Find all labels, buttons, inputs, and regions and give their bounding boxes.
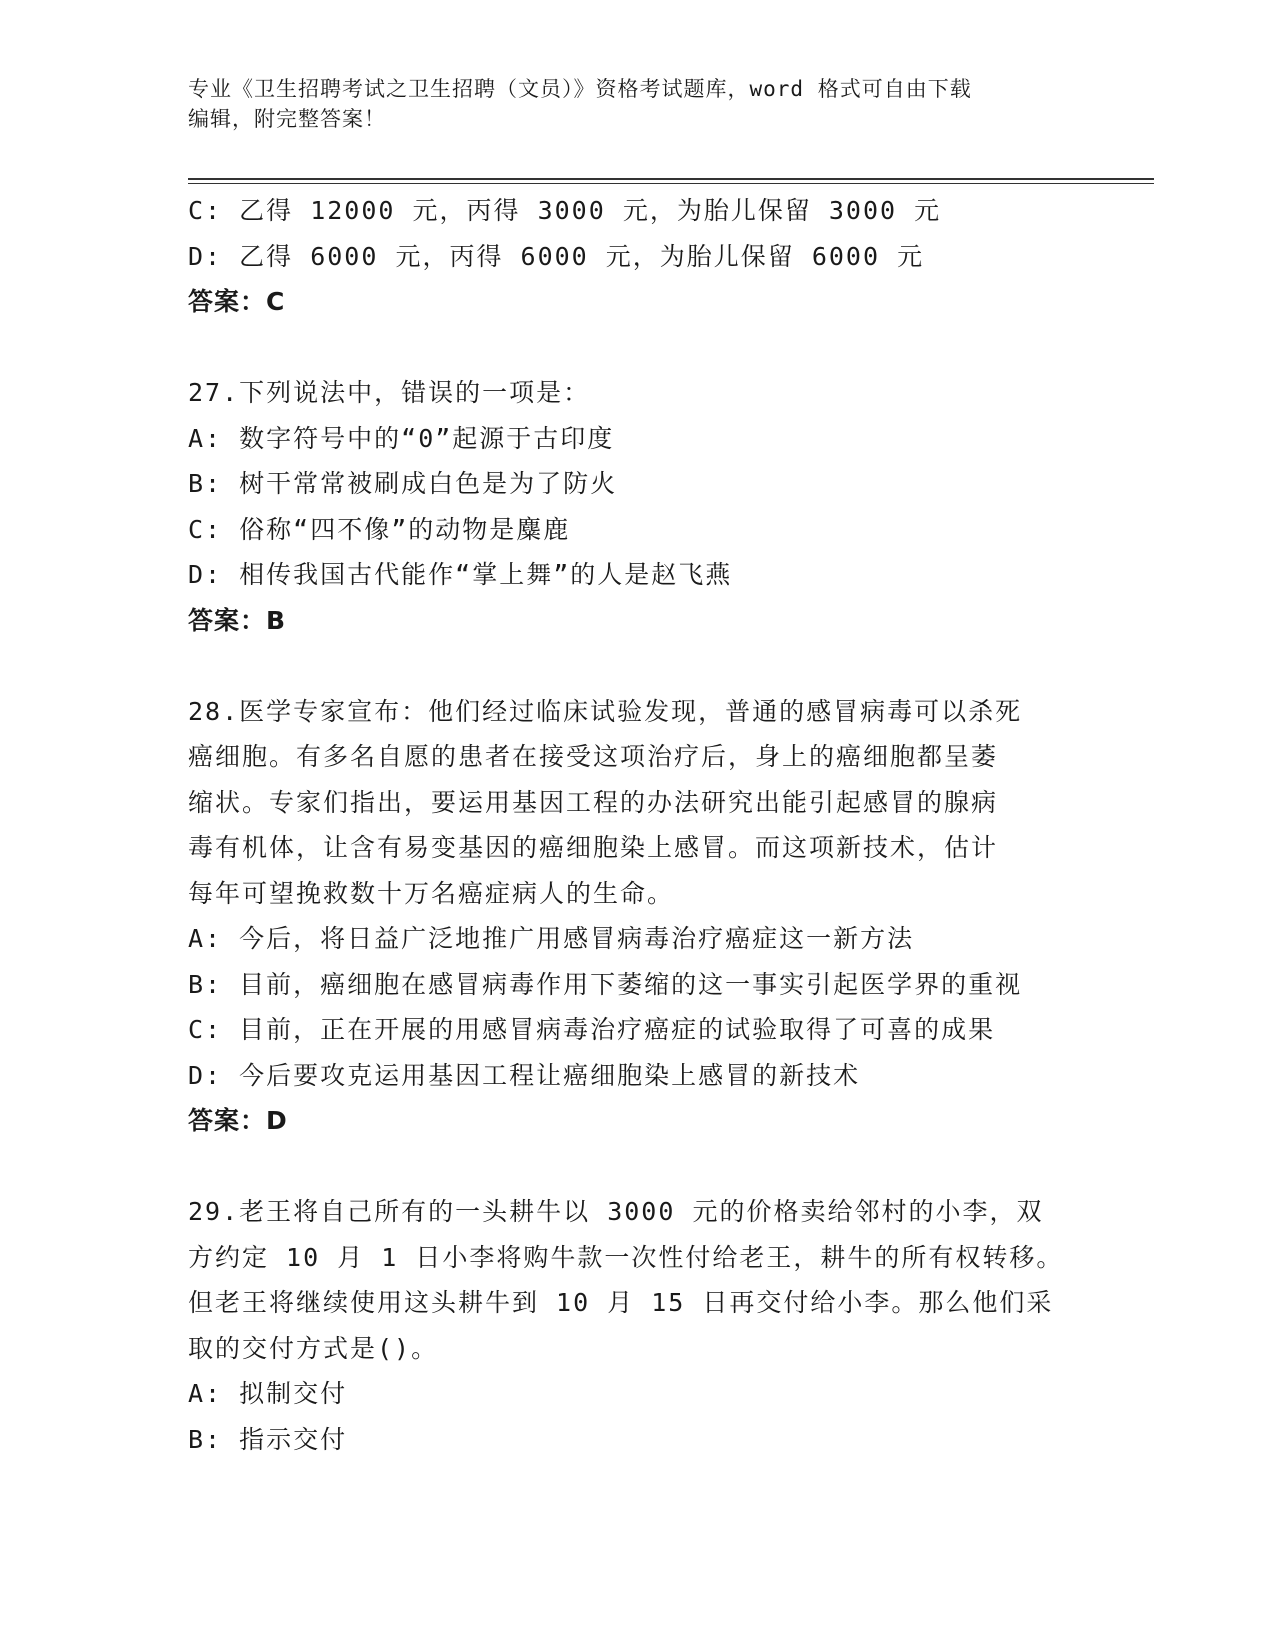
question-stem-line: 方约定 10 月 1 日小李将购牛款一次性付给老王，耕牛的所有权转移。: [188, 1242, 1064, 1272]
question-stem-line: 28.医学专家宣布：他们经过临床试验发现，普通的感冒病毒可以杀死: [188, 696, 1023, 726]
option-d: D: 乙得 6000 元，丙得 6000 元，为胎儿保留 6000 元: [188, 241, 925, 271]
header-divider-thin: [188, 183, 1154, 184]
header-line-2: 编辑，附完整答案！: [188, 107, 386, 131]
question-stem-line: 但老王将继续使用这头耕牛到 10 月 15 日再交付给小李。那么他们采: [188, 1288, 1054, 1317]
option-c: C: 目前，正在开展的用感冒病毒治疗癌症的试验取得了可喜的成果: [188, 1015, 996, 1044]
option-a: A: 拟制交付: [188, 1379, 348, 1408]
document-header: [188, 74, 1088, 134]
option-a: A: 今后，将日益广泛地推广用感冒病毒治疗癌症这一新方法: [188, 924, 915, 953]
answer: 答案：D: [188, 1106, 288, 1135]
question-stem-line: 取的交付方式是()。: [188, 1333, 439, 1363]
question-27: [188, 370, 1088, 643]
option-d: D: 今后要攻克运用基因工程让癌细胞染上感冒的新技术: [188, 1060, 861, 1090]
option-b: B: 目前，癌细胞在感冒病毒作用下萎缩的这一事实引起医学界的重视: [188, 969, 1023, 999]
question-28: [188, 689, 1088, 1144]
header-divider-thick: [188, 178, 1154, 180]
option-d: D: 相传我国古代能作“掌上舞”的人是赵飞燕: [188, 560, 733, 589]
header-line-1: 专业《卫生招聘考试之卫生招聘（文员）》资格考试题库，word 格式可自由下载: [188, 77, 972, 101]
question-stem-line: 缩状。专家们指出，要运用基因工程的办法研究出能引起感冒的腺病: [188, 787, 999, 817]
spacer: [188, 1144, 1088, 1190]
option-b: B: 树干常常被刷成白色是为了防火: [188, 469, 618, 498]
question-stem-line: 29.老王将自己所有的一头耕牛以 3000 元的价格卖给邻村的小李，双: [188, 1197, 1044, 1226]
question-stem-line: 每年可望挽救数十万名癌症病人的生命。: [188, 878, 675, 908]
question-stem-line: 毒有机体，让含有易变基因的癌细胞染上感冒。而这项新技术，估计: [188, 833, 999, 862]
question-content: [188, 188, 1088, 1462]
option-c: C: 乙得 12000 元，丙得 3000 元，为胎儿保留 3000 元: [188, 196, 942, 225]
option-c: C: 俗称“四不像”的动物是麋鹿: [188, 514, 571, 544]
question-29: [188, 1189, 1088, 1462]
spacer: [188, 325, 1088, 371]
answer: 答案：B: [188, 605, 287, 635]
question-stem: 27.下列说法中，错误的一项是：: [188, 378, 591, 407]
option-a: A: 数字符号中的“0”起源于古印度: [188, 423, 615, 453]
spacer: [188, 643, 1088, 689]
answer: 答案：C: [188, 287, 286, 316]
option-b: B: 指示交付: [188, 1424, 348, 1454]
question-stem-line: 癌细胞。有多名自愿的患者在接受这项治疗后，身上的癌细胞都呈萎: [188, 742, 999, 771]
question-26-continued: [188, 188, 1088, 325]
